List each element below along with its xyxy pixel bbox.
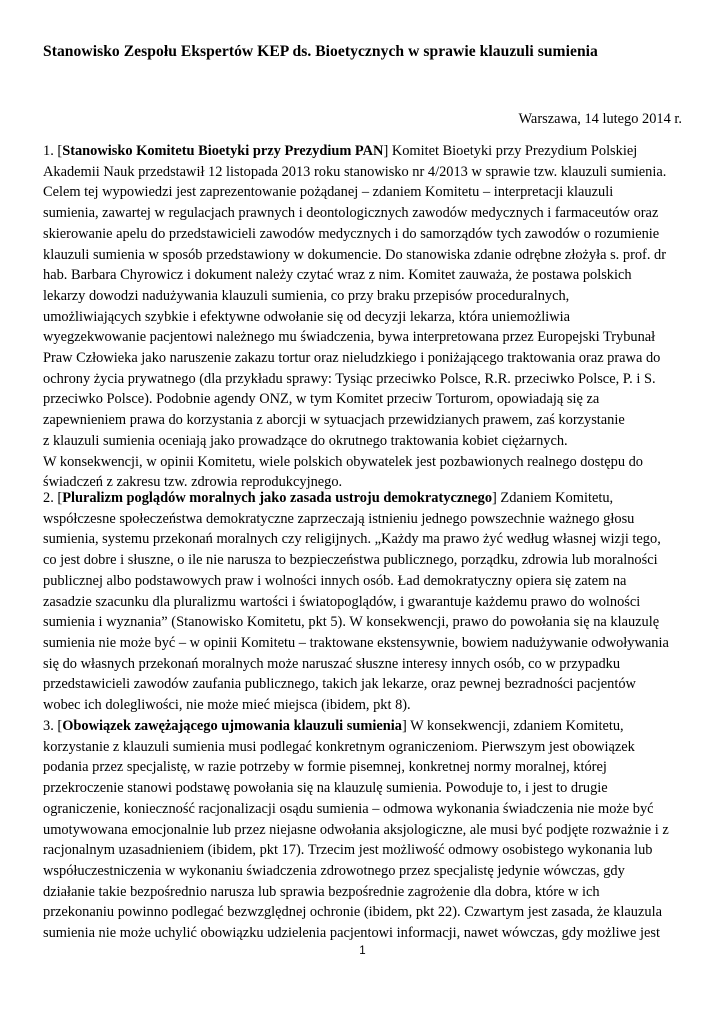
text-line: W konsekwencji, w opinii Komitetu, wiele polskich obywatelek jest pozbawionych realnego dostępu do [43,453,644,470]
text-line: sumienia i wyznania” (Stanowisko Komitetu, pkt 5). W konsekwencji, prawo do powołania się na klauzulę [43,614,660,631]
text-line: klauzuli sumienia w sposób przedstawiony w dokumencie. Do stanowiska zdanie odrębne złożyła s. prof. dr [43,246,667,263]
text-line: ochrony życia prywatnego (dla przykładu sprawy: Tysiąc przeciwko Polsce, R.R. przeciwko Polsce, P. i S. [43,370,656,387]
text-line: z klauzuli sumienia oceniają jako prowadzące do okrutnego traktowania kobiet ciężarnych. [43,432,568,449]
text-line: sumienia nie może uchylić obowiązku udzielenia pacjentowi informacji, nawet wówczas, gdy możliwe jest [43,925,660,942]
text-line: sumienia, zawartej w regulacjach prawnych i deontologicznych zawodów medycznych i farmaceutów oraz [43,205,659,222]
section-heading: Obowiązek zawężającego ujmowania klauzuli sumienia [62,718,402,734]
section-heading: Stanowisko Komitetu Bioetyki przy Prezydium PAN [62,143,384,159]
text-line: Praw Człowieka jako naruszenie zakazu tortur oraz nieludzkiego i poniżającego traktowania oraz prawa do [43,350,661,367]
page-number: 1 [359,945,366,957]
text-line: zapewnieniem prawa do korzystania z aborcji w sytuacjach przewidzianych prawem, zaś korzystanie [43,412,625,429]
section-number: 2. [ [43,490,63,506]
text-line: przekroczenie stanowi podstawę powołania się na klauzulę sumienia. Powoduje to, i jest to drugie [43,780,608,797]
section-heading-tail: ] Komitet Bioetyki przy Prezydium Polskiej [383,143,638,159]
text-line: racjonalnym uzasadnieniem (ibidem, pkt 17). Trzecim jest możliwość odmowy osobistego wykonania lub [43,842,653,859]
text-line: sumienia nie może być – w opinii Komitetu – traktowane ekstensywnie, bowiem nadużywanie odwoływania [43,634,669,651]
text-line: podania przez specjalistę, w razie potrzeby w formie pisemnej, konkretnej normy moralnej, której [43,759,607,776]
text-line: skierowanie apelu do przedstawicieli zawodów medycznych i do samorządów tych zawodów o rozumienie [43,225,660,242]
text-line: hab. Barbara Chyrowicz i dokument należy czytać wraz z nim. Komitet zauważa, że postawa polskich [43,267,632,284]
document-date: Warszawa, 14 lutego 2014 r. [518,111,682,127]
section-1 [43,141,683,493]
document-title: Stanowisko Zespołu Ekspertów KEP ds. Bioetycznych w sprawie klauzuli sumienia [43,43,598,60]
section-heading: Pluralizm poglądów moralnych jako zasada ustroju demokratycznego [62,490,493,506]
text-line: współuczestniczenia w wykonaniu świadczenia zdrowotnego przez specjalistę jedynie wówczas, gdy [43,862,625,879]
text-line: sumienia, systemu przekonań moralnych czy religijnych. „Każdy ma prawo żyć według własnej wizji tego, [43,531,661,548]
section-1-first-line [43,141,683,162]
text-line: działanie takie bezpośrednio narusza lub sprawia bezpośrednie zagrożenie dla dobra, które w ich [43,883,600,900]
text-line: świadczeń z zakresu tzw. zdrowia reprodukcyjnego. [43,474,343,491]
text-line: wobec ich dolegliwości, nie może mieć miejsca (ibidem, pkt 8). [43,697,411,714]
section-heading-tail: ] W konsekwencji, zdaniem Komitetu, [401,718,624,734]
text-line: współczesne społeczeństwa demokratyczne zaprzeczają istnieniu jednego powszechnie ważnego głosu [43,510,635,527]
section-number: 3. [ [43,718,63,734]
section-2-first-line [43,488,683,509]
text-line: przedstawicieli zawodów zaufania publicznego, takich jak lekarze, oraz pewnej bezradności pacjentów [43,676,636,693]
section-3-first-line [43,716,683,737]
text-line: przeciwko Polsce). Podobnie agendy ONZ, w tym Komitet przeciw Torturom, opowiadają się za [43,391,600,408]
text-line: się do własnych przekonań moralnych może naruszać słuszne interesy innych osób, co w przypadku [43,655,621,672]
section-3 [43,716,683,944]
text-line: zasadzie szacunku dla pluralizmu wartości i światopoglądów, i gwarantuje każdemu prawo do wolności [43,593,641,610]
text-line: Celem tej wypowiedzi jest zaprezentowanie pożądanej – zdaniem Komitetu – interpretacji klauzuli [43,184,614,201]
text-line: umotywowana emocjonalnie lub przez niejasne odwołania aksjologiczne, ale musi być podjęte rozważnie i z [43,821,669,838]
text-line: lekarzy dowodzi nadużywania klauzuli sumienia, co przy braku przepisów proceduralnych, [43,287,570,304]
text-line: publicznej albo podstawowych praw i wolności innych osób. Ład demokratyczny opiera się zatem na [43,572,627,589]
text-line: umożliwiających szybkie i efektywne odwołanie się od decyzji lekarza, która uniemożliwia [43,308,571,325]
section-heading-tail: ] Zdaniem Komitetu, [492,490,614,506]
text-line: wyegzekwowanie pacjentowi należnego mu świadczenia, bywa interpretowana przez Europejski Trybunał [43,329,656,346]
section-number: 1. [ [43,143,63,159]
text-line: Akademii Nauk przedstawił 12 listopada 2013 roku stanowisko nr 4/2013 w sprawie tzw. klauzuli sumienia. [43,163,667,180]
section-2 [43,488,683,716]
text-line: korzystanie z klauzuli sumienia musi podlegać konkretnym ograniczeniom. Pierwszym jest obowiązek [43,738,635,755]
text-line: przekonaniu powinno podlegać bezwzględnej ochronie (ibidem, pkt 22). Czwartym jest zasada, że klauzula [43,904,662,921]
text-line: ograniczenie, konieczność racjonalizacji osądu sumienia – odmowa wykonania świadczenia nie może być [43,800,654,817]
text-line: co jest dobre i słuszne, o ile nie narusza to bezpieczeństwa publicznego, porządku, zdrowia lub moralności [43,552,658,569]
